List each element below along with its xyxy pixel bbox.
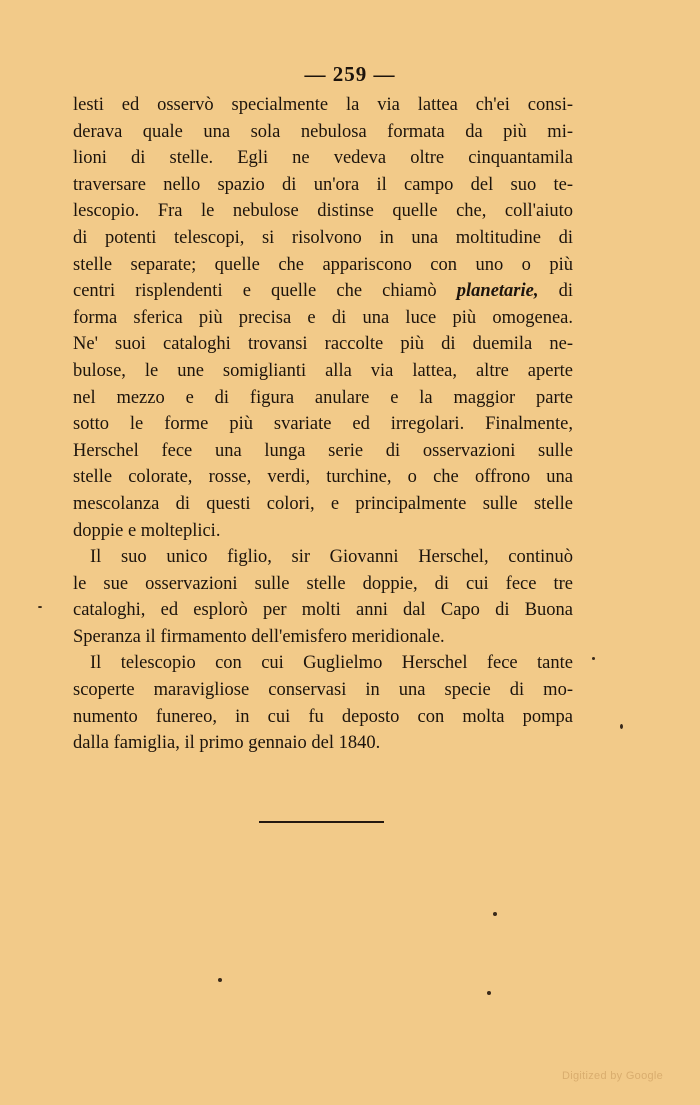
- text-line: lescopio. Fra le nebulose distinse quelle che, coll'aiuto: [73, 201, 573, 222]
- text-line: cataloghi, ed esplorò per molti anni dal Capo di Buona: [73, 600, 573, 621]
- text-line: mescolanza di questi colori, e principalmente sulle stelle: [73, 493, 573, 514]
- text-line: di potenti telescopi, si risolvono in una moltitudine di: [73, 227, 573, 248]
- text-line: scoperte maravigliose conservasi in una specie di mo-: [73, 680, 573, 701]
- text-line: lesti ed osservò specialmente la via lattea ch'ei consi-: [73, 95, 573, 115]
- text-line: Il suo unico figlio, sir Giovanni Herschel, continuò: [90, 547, 573, 568]
- text-line: doppie e molteplici.: [73, 520, 221, 541]
- page-number: — 259 —: [304, 62, 396, 86]
- paper-speck: [218, 978, 222, 982]
- paper-speck: [38, 606, 42, 608]
- text-line: le sue osservazioni sulle stelle doppie, di cui fece tre: [73, 573, 573, 594]
- text-line: nel mezzo e di figura anulare e la maggior parte: [73, 387, 573, 408]
- text-line: dalla famiglia, il primo gennaio del 1840.: [73, 733, 381, 754]
- body-text: [73, 92, 573, 757]
- paper-speck: [493, 912, 497, 916]
- text-line: Il telescopio con cui Guglielmo Herschel fece tante: [90, 653, 573, 674]
- text-line: traversare nello spazio di un'ora il campo del suo te-: [73, 174, 573, 195]
- text-line: Speranza il firmamento dell'emisfero meridionale.: [73, 626, 445, 647]
- closing-rule: [259, 821, 384, 823]
- text-line: centri risplendenti e quelle che chiamò planetarie, di: [73, 281, 574, 302]
- text-line: numento funereo, in cui fu deposto con molta pompa: [73, 706, 573, 727]
- text-line: Herschel fece una lunga serie di osservazioni sulle: [73, 440, 573, 461]
- text-line: lioni di stelle. Egli ne vedeva oltre cinquantamila: [73, 148, 573, 169]
- paper-speck: [592, 657, 595, 660]
- text-line: Ne' suoi cataloghi trovansi raccolte più di duemila ne-: [73, 334, 573, 355]
- emphasized-word: planetarie,: [456, 281, 539, 302]
- text-line: forma sferica più precisa e di una luce più omogenea.: [73, 307, 573, 328]
- text-line: stelle separate; quelle che appariscono con uno o più: [73, 254, 573, 275]
- text-line: bulose, le une somiglianti alla via lattea, altre aperte: [73, 360, 573, 381]
- text-line: sotto le forme più svariate ed irregolari. Finalmente,: [73, 414, 573, 435]
- paper-speck: [487, 991, 491, 995]
- paper-speck: [620, 724, 623, 729]
- watermark: Digitized by Google: [562, 1070, 664, 1082]
- text-line: derava quale una sola nebulosa formata da più mi-: [73, 121, 573, 142]
- text-line: stelle colorate, rosse, verdi, turchine, o che offrono una: [73, 467, 573, 488]
